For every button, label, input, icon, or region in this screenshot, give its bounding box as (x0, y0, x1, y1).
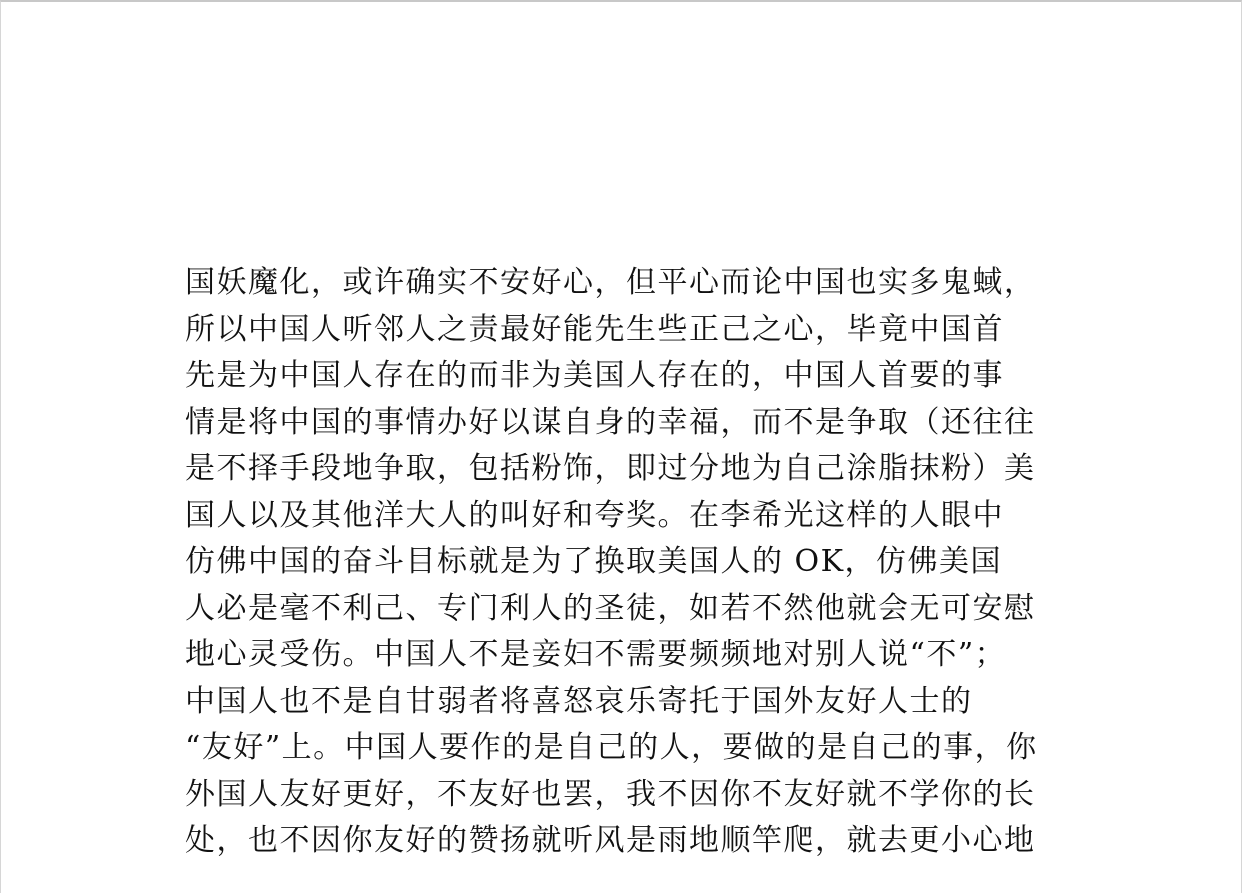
text-line: 所以中国人听邻人之责最好能先生些正己之心，毕竟中国首 (185, 311, 1004, 347)
body-text (185, 264, 1045, 869)
text-line: “友好”上。中国人要作的是自己的人，要做的是自己的事，你 (185, 730, 1038, 765)
text-line: 处，也不因你友好的赞扬就听风是雨地顺竿爬，就去更小心地 (185, 823, 1036, 858)
text-line: 人必是毫不利己、专门利人的圣徒，如若不然他就会无可安慰 (185, 590, 1036, 626)
text-line: 国妖魔化，或许确实不安好心，但平心而论中国也实多鬼蜮， (185, 265, 1036, 300)
text-line: 先是为中国人存在的而非为美国人存在的，中国人首要的事 (185, 358, 1004, 393)
text-line: 是不择手段地争取，包括粉饰，即过分地为自己涂脂抹粉）美 (185, 451, 1036, 486)
text-line: 地心灵受伤。中国人不是妾妇不需要频频地对别人说“不”； (185, 637, 1007, 672)
text-line: 国人以及其他洋大人的叫好和夸奖。在李希光这样的人眼中 (185, 497, 1004, 533)
text-line: 情是将中国的事情办好以谋自身的幸福，而不是争取（还往往 (185, 404, 1036, 440)
text-line: 中国人也不是自甘弱者将喜怒哀乐寄托于国外友好人士的 (185, 683, 973, 719)
text-line: 外国人友好更好，不友好也罢，我不因你不友好就不学你的长 (185, 776, 1036, 812)
text-line: 仿佛中国的奋斗目标就是为了换取美国人的 OK，仿佛美国 (185, 544, 1003, 579)
